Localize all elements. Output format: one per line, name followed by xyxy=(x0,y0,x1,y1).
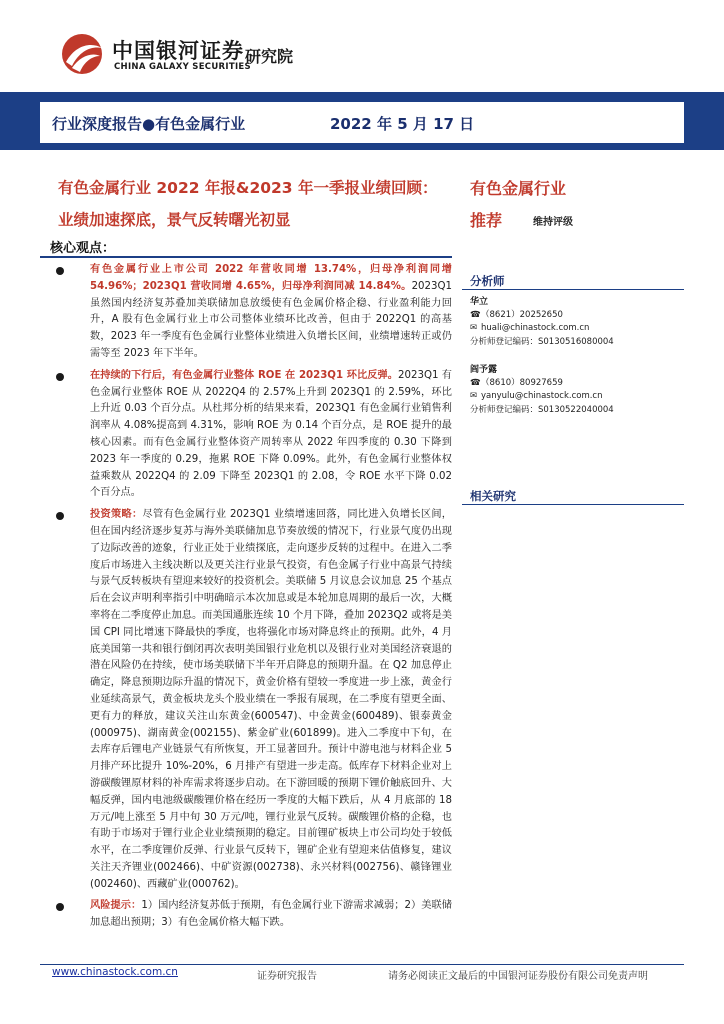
bullet-lead: 风险提示： xyxy=(90,900,142,912)
phone-icon: ☎ xyxy=(470,310,481,321)
bullet-text: 尽管有色金属行业 2023Q1 业绩增速回落，同比进入负增长区间，但在国内经济逐步复苏与海外美联储加息节奏放缓的情况下，行业景气度仍出现了边际改善的迹象，行业正处于业绩探底，走向逐步反转的过程中。在进入二季度后市场进入主线决断以及更关注行业景气投资，有色金属子行业中高景气持续与景气反转板块有望迎来较好的投资机会。美联储 5 月议息会议加息 25 个基点后在会议声明利率指引中明确暗示本次加息或是本轮加息周期的最后一次，大概率将在二季度停止加息。而美国通胀连续 10 个月下降，叠加 2023Q2 或将是美国 CPI 同比增速下降最快的季度，也将强化市场对降息终止的预期。此外，4 月底美国第一共和银行倒闭再次表明美国银行业危机以及银行业对美国经济衰退的潜在风险仍在持续，使市场美联储下半年开启降息的预期升温。在 Q2 加息停止确定，降息预期边际升温的情况下，黄金价格有望较一季度进一步上涨，黄金行业延续高景气，黄金板块龙头个股业绩在一季报有展现，在二季度有望更全面、更有力的释放，建议关注山东黄金(600547)、中金黄金(600489)、银泰黄金(000975)、湖南黄金(002155)、紫金矿业(601899)。进入二季度中下旬，在去库存后锂电产业链景气有所恢复，开工显著回升。预计中游电池与材料企业 5 月排产环比提升 10%-20%，6 月排产有望进一步走高。低库存下材料企业对上游碳酸锂原材料的补库需求将逐步启动。在下游回暖的预期下锂价触底回升、大幅反弹，国内电池级碳酸锂价格在经历一季度的大幅下跌后，从 4 月底部的 18 万元/吨上涨至 5 月中旬 30 万元/吨，锂行业景气反转。碳酸锂价格的企稳，也有助于市场对于锂行业企业业绩预期的稳定。目前锂矿板块上市公司均处于较低水平，在二季度锂价反弹、行业景气反转下，锂矿企业有望迎来估值修复，建议关注天齐锂业(002466)、中矿资源(002738)、永兴材料(002756)、赣锋锂业(002460)、西藏矿业(000762)。 xyxy=(90,509,452,890)
core-view-body xyxy=(40,262,452,937)
bullet-item xyxy=(40,368,452,502)
company-name-cn: 中国银河证券 xyxy=(112,39,244,63)
bullet-dot-icon xyxy=(56,373,64,381)
report-type: 行业深度报告●有色金属行业 xyxy=(52,115,246,133)
analyst-card xyxy=(470,296,684,349)
analyst-name: 阎予露 xyxy=(470,365,498,375)
rating-label: 推荐 xyxy=(470,211,503,230)
bullet-item xyxy=(40,898,452,932)
analyst-phone-row xyxy=(470,377,684,390)
analyst-phone: （8621）20252650 xyxy=(481,310,563,321)
bullet-lead: 投资策略： xyxy=(90,509,143,521)
analyst-divider xyxy=(462,289,684,290)
report-date: 2022 年 5 月 17 日 xyxy=(330,115,475,133)
mail-icon: ✉ xyxy=(470,391,478,402)
banner-inner xyxy=(40,99,684,143)
related-divider xyxy=(462,504,684,505)
analyst-phone: （8610）80927659 xyxy=(481,378,563,389)
core-divider xyxy=(40,256,452,258)
footer-divider xyxy=(40,964,684,965)
galaxy-logo-icon xyxy=(58,32,106,76)
analyst-email[interactable]: yanyulu@chinastock.com.cn xyxy=(481,391,603,402)
analyst-email-row xyxy=(470,390,684,403)
phone-icon: ☎ xyxy=(470,378,481,389)
analyst-heading: 分析师 xyxy=(470,274,505,288)
analyst-email-row xyxy=(470,322,684,335)
rating-note: 维持评级 xyxy=(533,217,573,228)
footer-website-link[interactable]: www.chinastock.com.cn xyxy=(52,966,178,978)
bullet-lead: 在持续的下行后，有色金属行业整体 ROE 在 2023Q1 环比反弹。 xyxy=(90,369,399,381)
mail-icon: ✉ xyxy=(470,323,478,334)
footer-disclaimer: 请务必阅读正文最后的中国银河证券股份有限公司免责声明 xyxy=(388,971,648,982)
bullet-text: 2023Q1 虽然国内经济复苏叠加美联储加息放缓使有色金属价格企稳、行业盈利能力回升，A 股有色金属行业上市公司整体业绩环比改善，但由于 2022Q1 的高基数，2023 年一季度有色金属行业整体业绩进入负增长区间，业绩增速转正或仍需等至 2023 年下半年。 xyxy=(90,280,452,359)
related-research-heading: 相关研究 xyxy=(470,489,516,503)
analyst-license: 分析师登记编码：S0130516080004 xyxy=(470,336,614,347)
institute-label: 研究院 xyxy=(245,47,294,66)
report-subtitle: 业绩加速探底，景气反转曙光初显 xyxy=(58,211,291,229)
analyst-email[interactable]: huali@chinastock.com.cn xyxy=(481,323,590,334)
bullet-text: 2023Q1 有色金属行业整体 ROE 从 2022Q4 的 2.57%上升到 2023Q1 的 2.59%，环比上升近 0.03 个百分点。从杜邦分析的结果来看，2023Q1 有色金属行业销售利润率从 4.08%提高到 4.31%，影响 ROE 为 0.14 个百分点，是 ROE 提升的最核心因素。而有色金属行业整体资产周转率从 2022 年四季度的 0.30 下降到 2023 年一季度的 0.29，拖累 ROE 下降 0.09%。此外，有色金属行业整体权益乘数从 2022Q4 的 2.09 下降至 2023Q1 的 2.08，令 ROE 水平下降 0.02 个百分点。 xyxy=(90,369,452,499)
company-name-en: CHINA GALAXY SECURITIES xyxy=(114,62,251,72)
bullet-item xyxy=(40,507,452,893)
report-banner xyxy=(0,92,724,150)
core-view-heading: 核心观点： xyxy=(50,241,116,256)
bullet-item xyxy=(40,262,452,363)
bullet-lead: 有色金属行业上市公司 2022 年营收同增 13.74%，归母净利润同增 54.96%；2023Q1 营收同增 4.65%，归母净利润同减 14.84%。 xyxy=(90,264,452,292)
bullet-dot-icon xyxy=(56,903,64,911)
analyst-name: 华立 xyxy=(470,297,489,307)
analyst-phone-row xyxy=(470,309,684,322)
analyst-license: 分析师登记编码：S0130522040004 xyxy=(470,404,614,415)
industry-label: 有色金属行业 xyxy=(470,179,567,198)
footer-report-label: 证券研究报告 xyxy=(257,971,317,982)
bullet-dot-icon xyxy=(56,512,64,520)
bullet-text: 1）国内经济复苏低于预期，有色金属行业下游需求减弱；2）美联储加息超出预期；3）有色金属价格大幅下跌。 xyxy=(90,900,452,929)
bullet-dot-icon xyxy=(56,267,64,275)
analyst-card xyxy=(470,364,684,417)
report-title: 有色金属行业 2022 年报&2023 年一季报业绩回顾： xyxy=(58,179,438,197)
